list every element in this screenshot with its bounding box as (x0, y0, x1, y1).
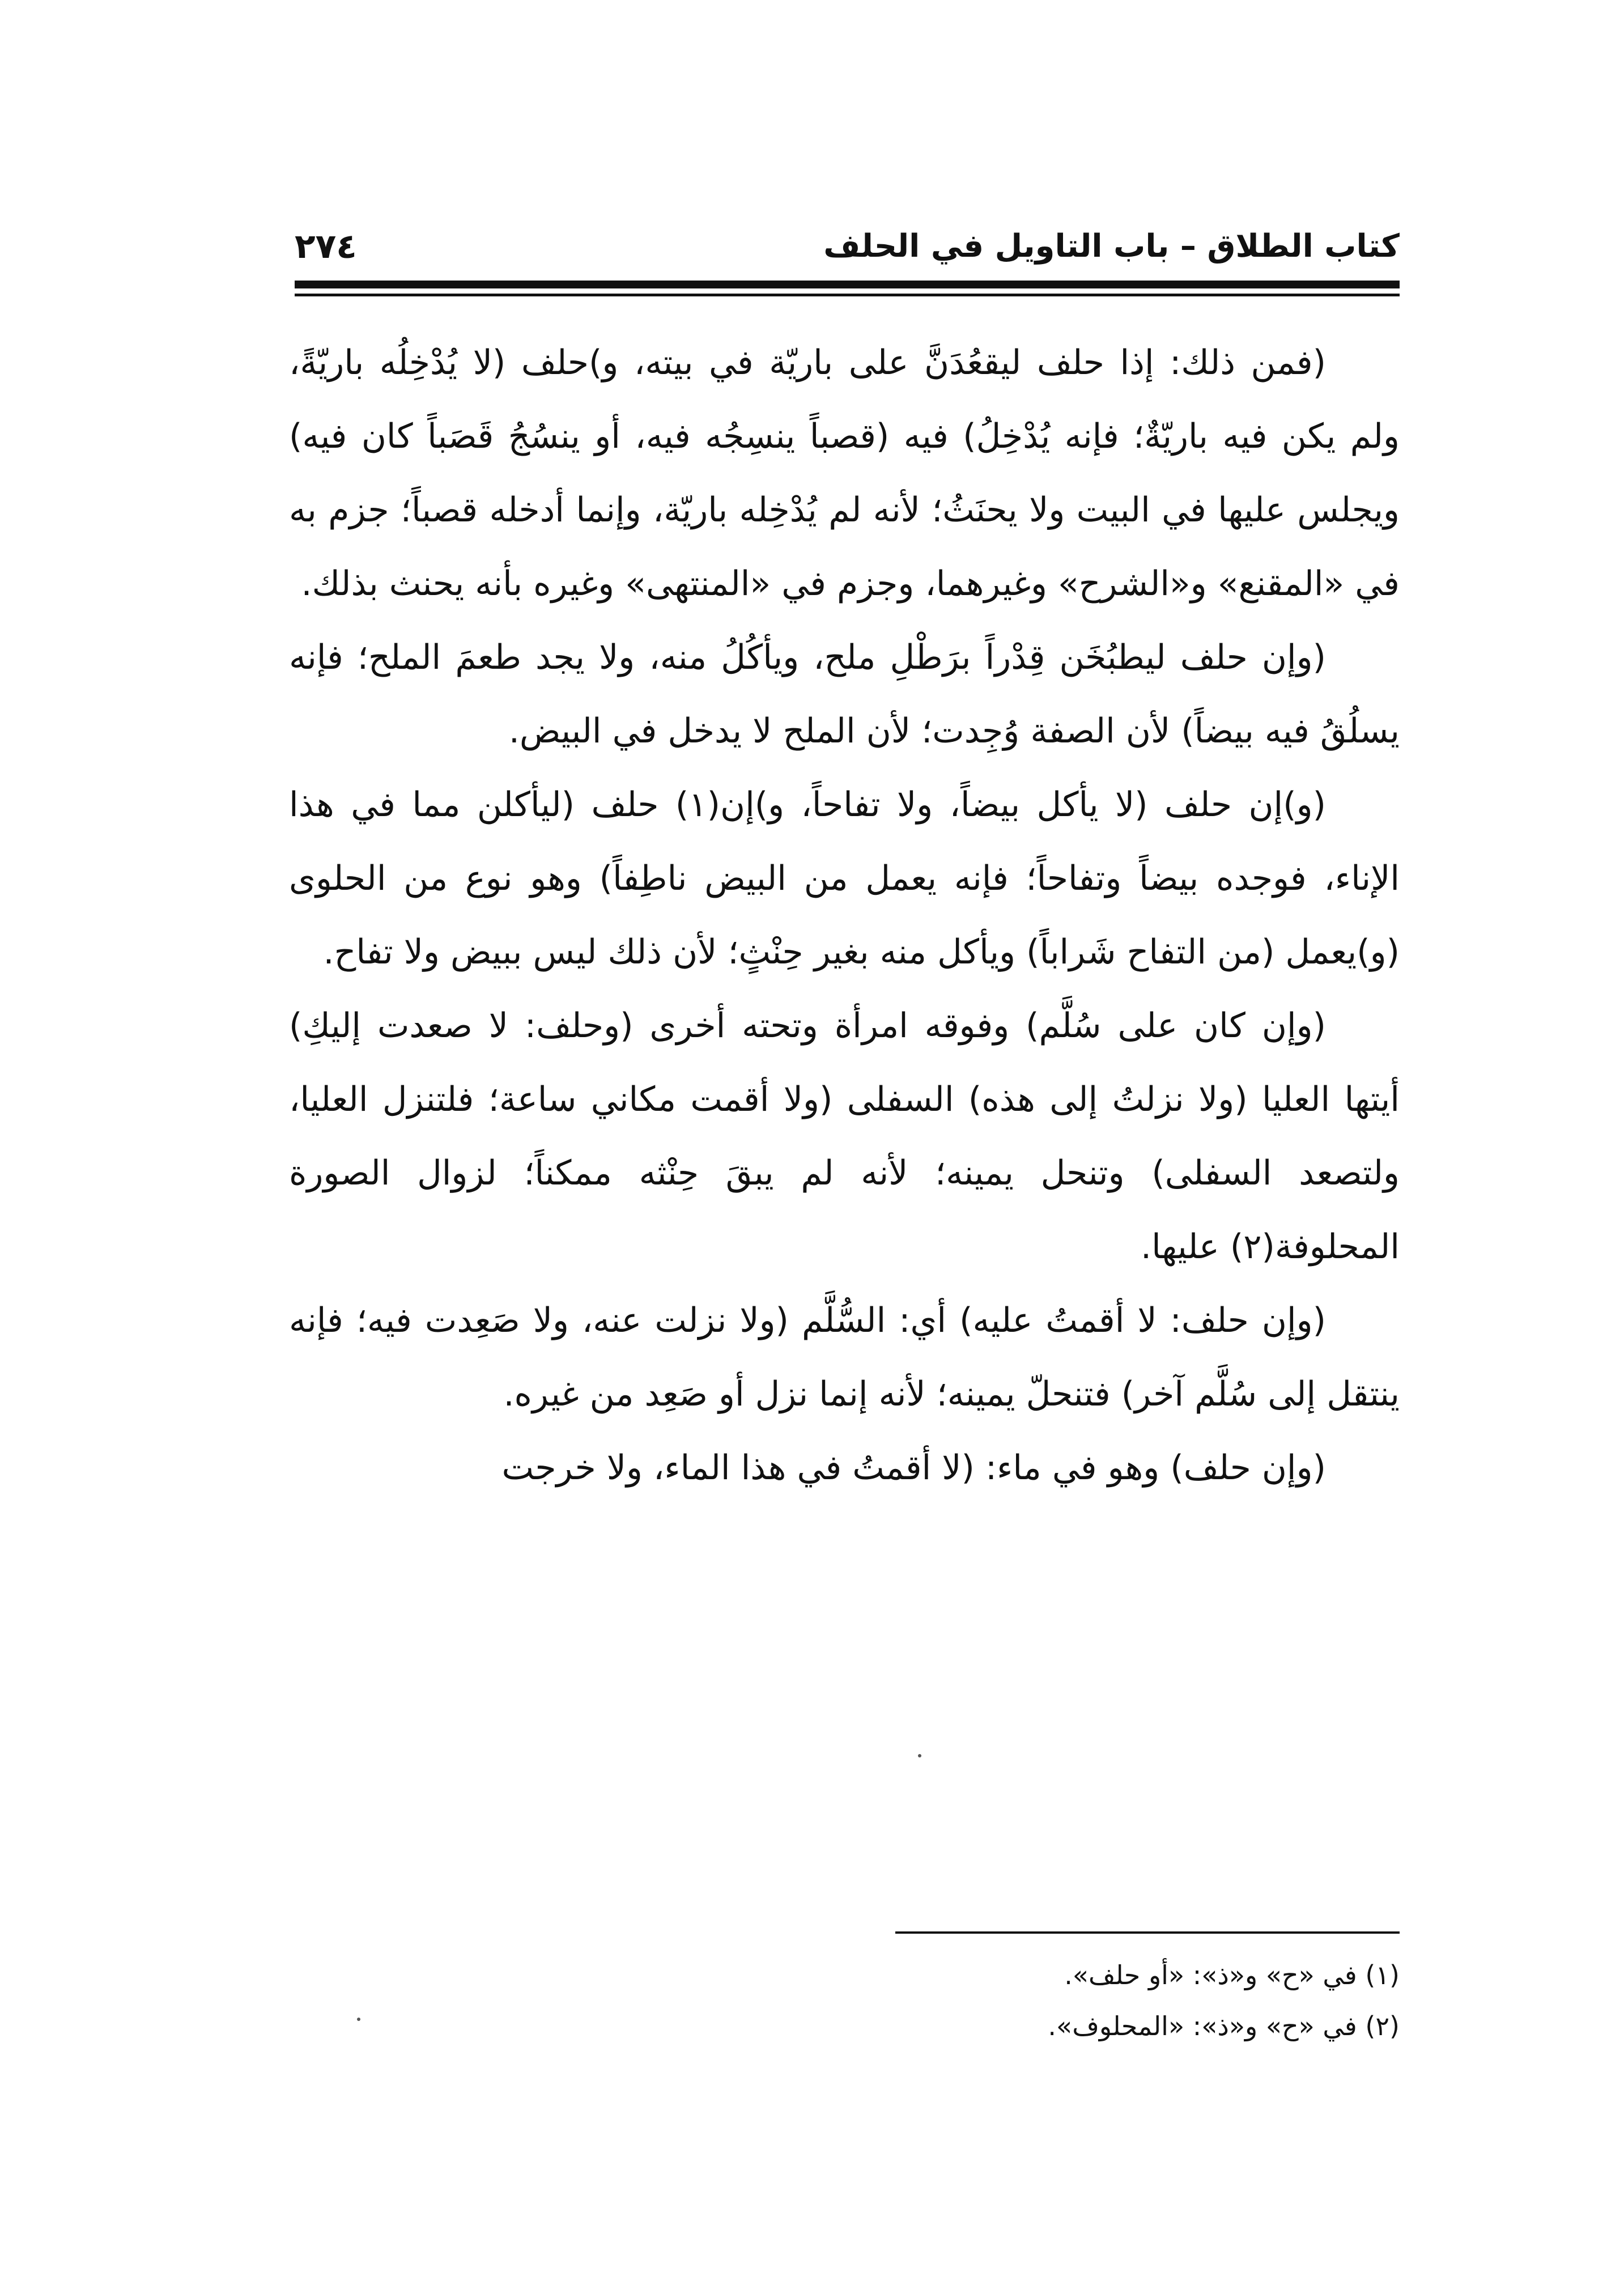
main-text (289, 326, 1400, 1930)
paragraph: (وإن حلف: لا أقمتُ عليه) أي: السُّلَّم (ولا نزلت عنه، ولا صَعِدت فيه؛ فإنه ينتقل إلى سُلَّم آخر) فتنحلّ يمينه؛ لأنه إنما نزل أو صَعِد من غيره. (289, 1301, 1400, 1414)
paragraph: (فمن ذلك: إذا حلف ليقعُدَنَّ على باريّة في بيته، و)حلف (لا يُدْخِلُه باريّةً، ولم يكن فيه باريّةٌ؛ فإنه يُدْخِلُ) فيه (قصباً ينسِجُه فيه، أو ينسُجُ قَصَباً كان فيه) ويجلس عليها في البيت ولا يحنَثُ؛ لأنه لم يُدْخِله باريّة، وإنما أدخله قصباً؛ جزم به في «المقنع» و«الشرح» وغيرهما، وجزم في «المنتهى» وغيره بأنه يحنث بذلك. (289, 343, 1400, 604)
paragraph: (وإن حلف ليطبُخَن قِدْراً برَطْلِ ملح، ويأكُلُ منه، ولا يجد طعمَ الملح؛ فإنه يسلُقُ فيه بيضاً) لأن الصفة وُجِدت؛ لأن الملح لا يدخل في البيض. (289, 638, 1400, 751)
footnotes (737, 1950, 1400, 2052)
header-rule-thin (295, 294, 1400, 296)
scan-speck (918, 1754, 921, 1757)
page-header (295, 224, 1400, 269)
scan-speck (357, 2018, 360, 2021)
footnote-separator (895, 1931, 1400, 1934)
footnote: (١) في «ح» و«ذ»: «أو حلف». (1064, 1960, 1400, 1990)
footnote: (٢) في «ح» و«ذ»: «المحلوف». (1048, 2011, 1400, 2041)
page-number: ٢٧٤ (295, 227, 357, 266)
paragraph: (وإن حلف) وهو في ماء: (لا أقمتُ في هذا الماء، ولا خرجت (501, 1448, 1326, 1488)
paragraph: (وإن كان على سُلَّم) وفوقه امرأة وتحته أخرى (وحلف: لا صعدت إليكِ) أيتها العليا (ولا نزلتُ إلى هذه) السفلى (ولا أقمت مكاني ساعة؛ فلتنزل العليا، ولتصعد السفلى) وتنحل يمينه؛ لأنه لم يبقَ حِنْثه ممكناً؛ لزوال الصورة المحلوفة(٢) عليها. (289, 1006, 1400, 1267)
running-title: كتاب الطلاق – باب التاويل في الحلف (823, 228, 1400, 265)
paragraph: (و)إن حلف (لا يأكل بيضاً، ولا تفاحاً، و)إن(١) حلف (ليأكلن مما في هذا الإناء، فوجده بيضاً وتفاحاً؛ فإنه يعمل من البيض ناطِفاً) وهو نوع من الحلوى (و)يعمل (من التفاح شَراباً) ويأكل منه بغير حِنْثٍ؛ لأن ذلك ليس ببيض ولا تفاح. (289, 785, 1400, 972)
header-rule-thick (295, 281, 1400, 288)
